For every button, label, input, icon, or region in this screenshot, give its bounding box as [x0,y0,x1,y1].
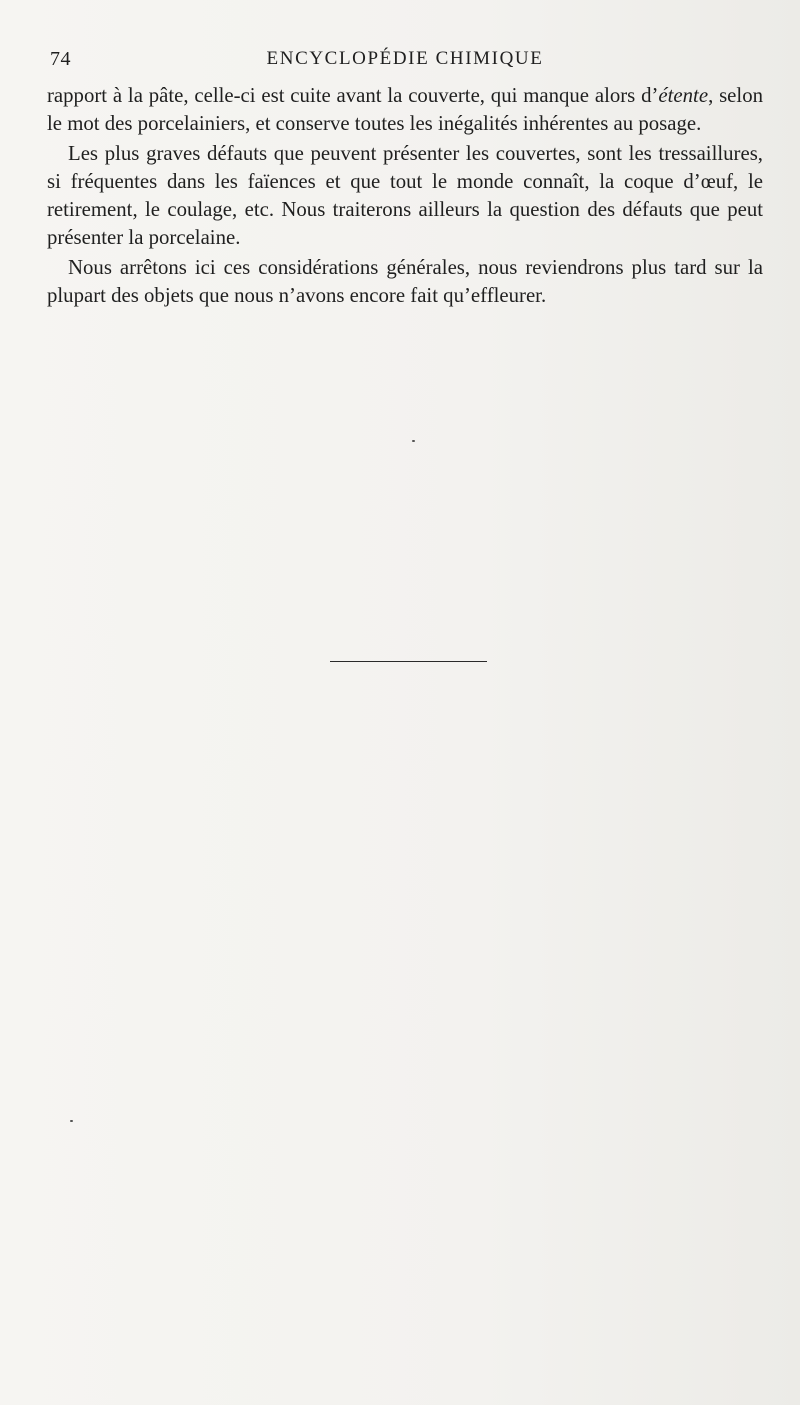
print-speck [70,1120,73,1122]
paragraph-defects: Les plus graves défauts que peuvent présenter les couvertes, sont les tressaillures, si fréquentes dans les faïences et que tout le monde connaît, la coque d’œuf, le retirement, le coulage, etc. Nous traiterons ailleurs la question des défauts que peut présenter la porcelaine. [47,142,763,249]
body-text [47,82,763,312]
italic-term: étente [658,84,709,107]
paragraph-text: , selon le mot des porcelainiers, et conserve toutes les inégalités inhérentes au posage. [47,84,763,135]
section-end-rule [330,661,487,662]
paragraph-conclusion: Nous arrêtons ici ces considérations générales, nous reviendrons plus tard sur la plupart des objets que nous n’avons encore fait qu’effleurer. [47,256,763,307]
paragraph-continuation [47,82,763,138]
paragraph-text: rapport à la pâte, celle-ci est cuite avant la couverte, qui manque alors d’ [47,84,659,107]
running-head: ENCYCLOPÉDIE CHIMIQUE [266,48,544,69]
print-speck [412,440,415,442]
page-number: 74 [50,48,71,70]
page-header [50,48,760,72]
